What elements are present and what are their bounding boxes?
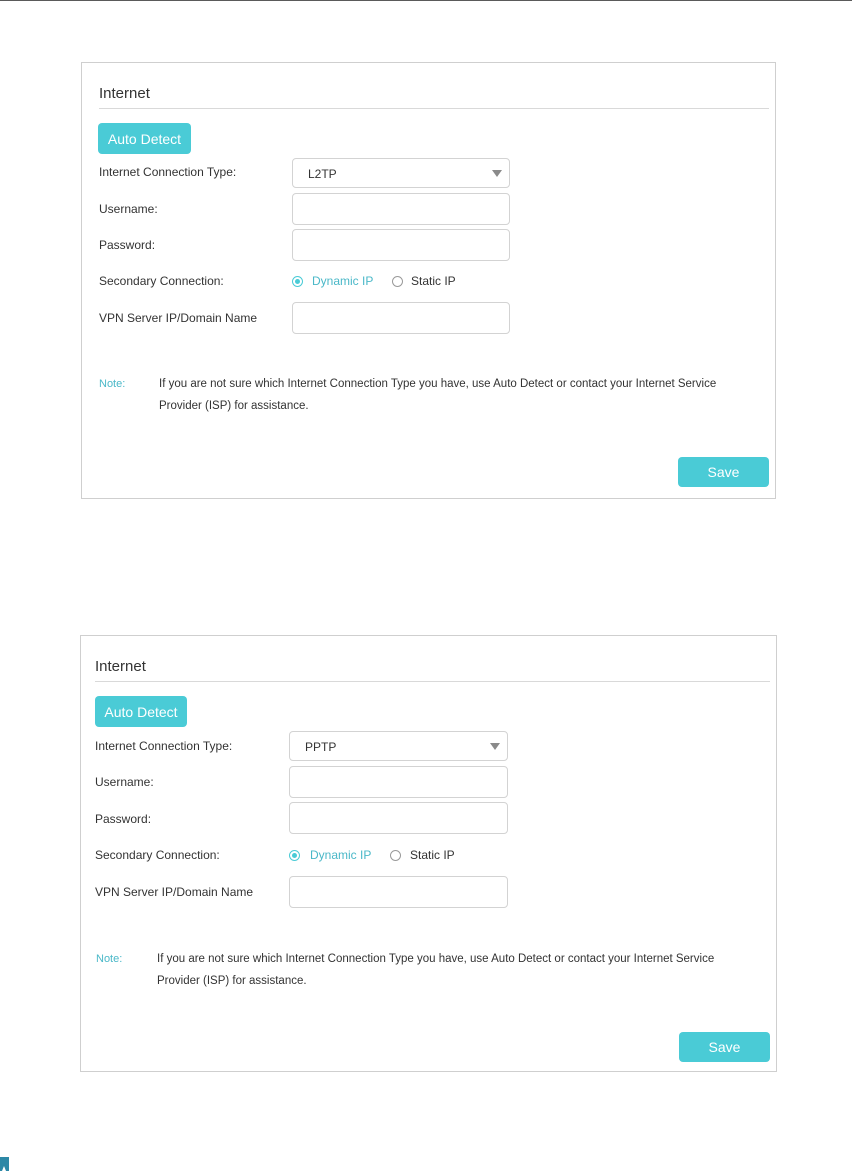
username-label: Username:	[99, 202, 158, 216]
chevron-down-icon	[490, 743, 500, 750]
note-line: If you are not sure which Internet Connection Type you have, use Auto Detect or contact your Internet Service	[159, 378, 717, 390]
vpn-server-input[interactable]	[289, 876, 508, 908]
note-line: Provider (ISP) for assistance.	[157, 975, 307, 987]
connection-type-label: Internet Connection Type:	[95, 739, 233, 753]
connection-type-select[interactable]	[289, 731, 508, 761]
note-line: Provider (ISP) for assistance.	[159, 400, 309, 412]
save-button[interactable]: Save	[679, 1032, 770, 1062]
panel-title-divider	[95, 681, 770, 682]
note-text	[159, 373, 769, 417]
connection-type-label: Internet Connection Type:	[99, 165, 237, 179]
static-ip-radio[interactable]	[392, 276, 403, 287]
password-input[interactable]	[289, 802, 508, 834]
connection-type-value: L2TP	[308, 167, 337, 181]
vpn-server-input[interactable]	[292, 302, 510, 334]
page-top-rule	[0, 0, 852, 1]
note-label: Note:	[99, 378, 126, 390]
panel-title: Internet	[95, 658, 146, 675]
panel-title-divider	[99, 108, 769, 109]
connection-type-select[interactable]	[292, 158, 510, 188]
internet-panel-pptp	[80, 635, 777, 1072]
save-button[interactable]: Save	[678, 457, 769, 487]
static-ip-radio[interactable]	[390, 850, 401, 861]
note-label: Note:	[96, 953, 123, 965]
auto-detect-button[interactable]: Auto Detect	[95, 696, 187, 727]
internet-panel-l2tp	[81, 62, 776, 499]
chevron-down-icon	[492, 170, 502, 177]
static-ip-label[interactable]: Static IP	[411, 274, 456, 288]
note-line: If you are not sure which Internet Connection Type you have, use Auto Detect or contact your Internet Service	[157, 953, 715, 965]
dynamic-ip-label[interactable]: Dynamic IP	[312, 274, 374, 288]
note-text	[157, 948, 772, 992]
password-label: Password:	[99, 238, 156, 252]
static-ip-label[interactable]: Static IP	[410, 848, 455, 862]
secondary-connection-label: Secondary Connection:	[95, 848, 220, 862]
auto-detect-button[interactable]: Auto Detect	[98, 123, 191, 154]
bookmark-icon	[0, 1157, 9, 1171]
username-input[interactable]	[289, 766, 508, 798]
dynamic-ip-label[interactable]: Dynamic IP	[310, 848, 372, 862]
connection-type-value: PPTP	[305, 740, 337, 754]
secondary-connection-label: Secondary Connection:	[99, 274, 224, 288]
username-input[interactable]	[292, 193, 510, 225]
username-label: Username:	[95, 775, 154, 789]
dynamic-ip-radio[interactable]	[292, 276, 303, 287]
panel-title: Internet	[99, 85, 150, 102]
password-label: Password:	[95, 812, 152, 826]
password-input[interactable]	[292, 229, 510, 261]
vpn-server-label: VPN Server IP/Domain Name	[95, 885, 254, 899]
vpn-server-label: VPN Server IP/Domain Name	[99, 311, 258, 325]
dynamic-ip-radio[interactable]	[289, 850, 300, 861]
